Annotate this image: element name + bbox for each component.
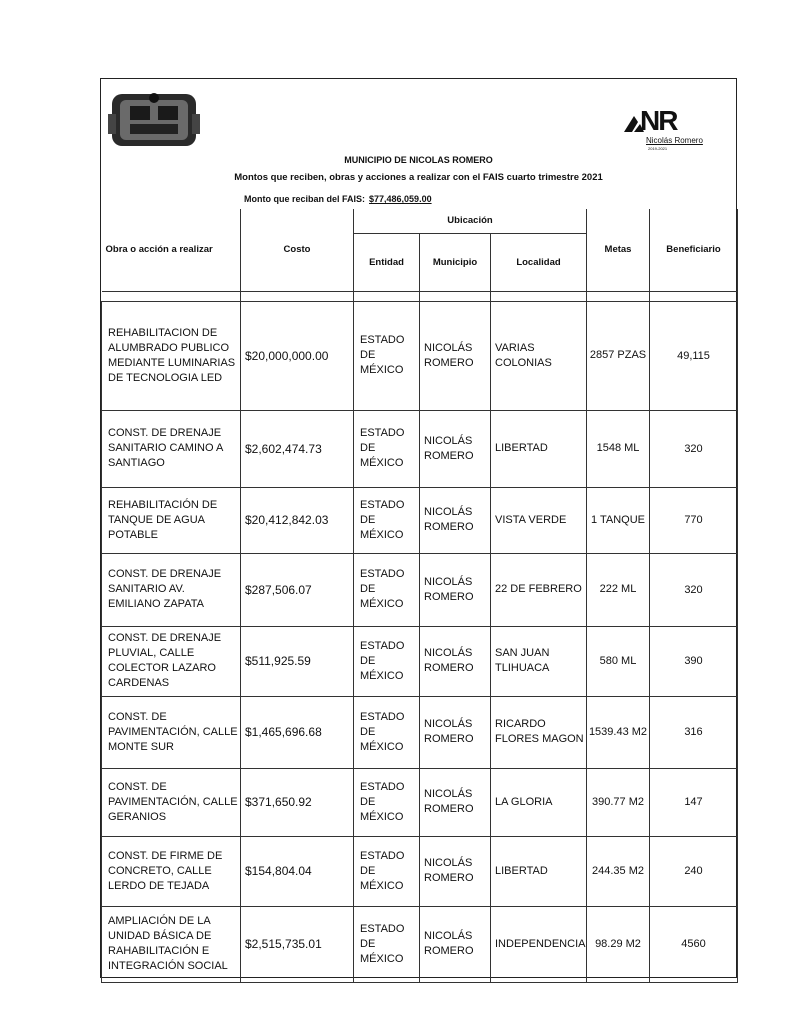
entidad-cell: ESTADO DE MÉXICO <box>354 768 420 836</box>
obra-cell: CONST. DE DRENAJE PLUVIAL, CALLE COLECTOR LAZARO CARDENAS <box>102 626 241 696</box>
localidad-cell: SAN JUAN TLIHUACA <box>491 626 587 696</box>
localidad-cell: INDEPENDENCIA <box>491 906 587 982</box>
costo-cell: $511,925.59 <box>241 626 354 696</box>
table-row <box>102 553 738 626</box>
col-header-costo: Costo <box>241 209 354 291</box>
entidad-cell: ESTADO DE MÉXICO <box>354 553 420 626</box>
table-row <box>102 906 738 982</box>
col-header-municipio: Municipio <box>420 233 491 291</box>
localidad-cell: LIBERTAD <box>491 410 587 487</box>
municipio-cell: NICOLÁS ROMERO <box>420 906 491 982</box>
obra-cell: REHABILITACION DE ALUMBRADO PUBLICO MEDIANTE LUMINARIAS DE TECNOLOGIA LED <box>102 301 241 410</box>
logo-name: Nicolás Romero <box>646 136 703 145</box>
metas-cell: 1539.43 M2 <box>587 696 650 768</box>
beneficiario-cell: 390 <box>650 626 738 696</box>
beneficiario-cell: 4560 <box>650 906 738 982</box>
report-subtitle: Montos que reciben, obras y acciones a realizar con el FAIS cuarto trimestre 2021 <box>234 172 603 183</box>
municipio-cell: NICOLÁS ROMERO <box>420 696 491 768</box>
metas-cell: 222 ML <box>587 553 650 626</box>
col-header-entidad: Entidad <box>354 233 420 291</box>
obra-cell: CONST. DE FIRME DE CONCRETO, CALLE LERDO DE TEJADA <box>102 836 241 906</box>
obra-cell: CONST. DE DRENAJE SANITARIO AV. EMILIANO ZAPATA <box>102 553 241 626</box>
table-row <box>102 696 738 768</box>
municipio-cell: NICOLÁS ROMERO <box>420 836 491 906</box>
metas-cell: 580 ML <box>587 626 650 696</box>
entidad-cell: ESTADO DE MÉXICO <box>354 301 420 410</box>
entidad-cell: ESTADO DE MÉXICO <box>354 626 420 696</box>
localidad-cell: 22 DE FEBRERO <box>491 553 587 626</box>
logo-letters: NR <box>640 105 677 136</box>
obra-cell: CONST. DE PAVIMENTACIÓN, CALLE GERANIOS <box>102 768 241 836</box>
nicolas-romero-logo <box>622 105 703 158</box>
costo-cell: $287,506.07 <box>241 553 354 626</box>
localidad-cell: VARIAS COLONIAS <box>491 301 587 410</box>
entidad-cell: ESTADO DE MÉXICO <box>354 836 420 906</box>
table-row <box>102 410 738 487</box>
municipio-cell: NICOLÁS ROMERO <box>420 553 491 626</box>
costo-cell: $1,465,696.68 <box>241 696 354 768</box>
metas-cell: 390.77 M2 <box>587 768 650 836</box>
municipio-cell: NICOLÁS ROMERO <box>420 626 491 696</box>
obra-cell: CONST. DE PAVIMENTACIÓN, CALLE MONTE SUR <box>102 696 241 768</box>
table-row <box>102 768 738 836</box>
municipality-title: MUNICIPIO DE NICOLAS ROMERO <box>344 155 493 165</box>
metas-cell: 244.35 M2 <box>587 836 650 906</box>
fais-amount-line <box>244 194 432 204</box>
table-row <box>102 836 738 906</box>
costo-cell: $371,650.92 <box>241 768 354 836</box>
obra-cell: AMPLIACIÓN DE LA UNIDAD BÁSICA DE RAHABILITACIÓN E INTEGRACIÓN SOCIAL <box>102 906 241 982</box>
costo-cell: $20,412,842.03 <box>241 487 354 553</box>
fais-amount-label: Monto que reciban del FAIS: <box>244 194 366 204</box>
table-row <box>102 626 738 696</box>
costo-cell: $20,000,000.00 <box>241 301 354 410</box>
logo-years: 2019-2021 <box>648 146 668 151</box>
beneficiario-cell: 770 <box>650 487 738 553</box>
beneficiario-cell: 147 <box>650 768 738 836</box>
localidad-cell: VISTA VERDE <box>491 487 587 553</box>
metas-cell: 1 TANQUE <box>587 487 650 553</box>
beneficiario-cell: 316 <box>650 696 738 768</box>
entidad-cell: ESTADO DE MÉXICO <box>354 906 420 982</box>
metas-cell: 98.29 M2 <box>587 906 650 982</box>
costo-cell: $2,515,735.01 <box>241 906 354 982</box>
col-header-beneficiario: Beneficiario <box>650 209 738 291</box>
metas-cell: 2857 PZAS <box>587 301 650 410</box>
fais-works-table <box>101 209 738 983</box>
municipio-cell: NICOLÁS ROMERO <box>420 487 491 553</box>
table-row <box>102 487 738 553</box>
localidad-cell: LIBERTAD <box>491 836 587 906</box>
municipio-cell: NICOLÁS ROMERO <box>420 768 491 836</box>
beneficiario-cell: 49,115 <box>650 301 738 410</box>
fais-amount-value: $77,486,059.00 <box>369 194 432 204</box>
municipio-cell: NICOLÁS ROMERO <box>420 410 491 487</box>
localidad-cell: LA GLORIA <box>491 768 587 836</box>
col-header-metas: Metas <box>587 209 650 291</box>
obra-cell: REHABILITACIÓN DE TANQUE DE AGUA POTABLE <box>102 487 241 553</box>
municipio-cell: NICOLÁS ROMERO <box>420 301 491 410</box>
col-header-localidad: Localidad <box>491 233 587 291</box>
localidad-cell: RICARDO FLORES MAGON <box>491 696 587 768</box>
obra-cell: CONST. DE DRENAJE SANITARIO CAMINO A SANTIAGO <box>102 410 241 487</box>
entidad-cell: ESTADO DE MÉXICO <box>354 696 420 768</box>
municipal-seal-logo <box>108 88 200 152</box>
metas-cell: 1548 ML <box>587 410 650 487</box>
costo-cell: $2,602,474.73 <box>241 410 354 487</box>
costo-cell: $154,804.04 <box>241 836 354 906</box>
beneficiario-cell: 320 <box>650 410 738 487</box>
col-header-ubicacion: Ubicación <box>354 209 587 233</box>
entidad-cell: ESTADO DE MÉXICO <box>354 487 420 553</box>
table-row <box>102 301 738 410</box>
beneficiario-cell: 320 <box>650 553 738 626</box>
col-header-obra: Obra o acción a realizar <box>102 209 241 291</box>
beneficiario-cell: 240 <box>650 836 738 906</box>
entidad-cell: ESTADO DE MÉXICO <box>354 410 420 487</box>
